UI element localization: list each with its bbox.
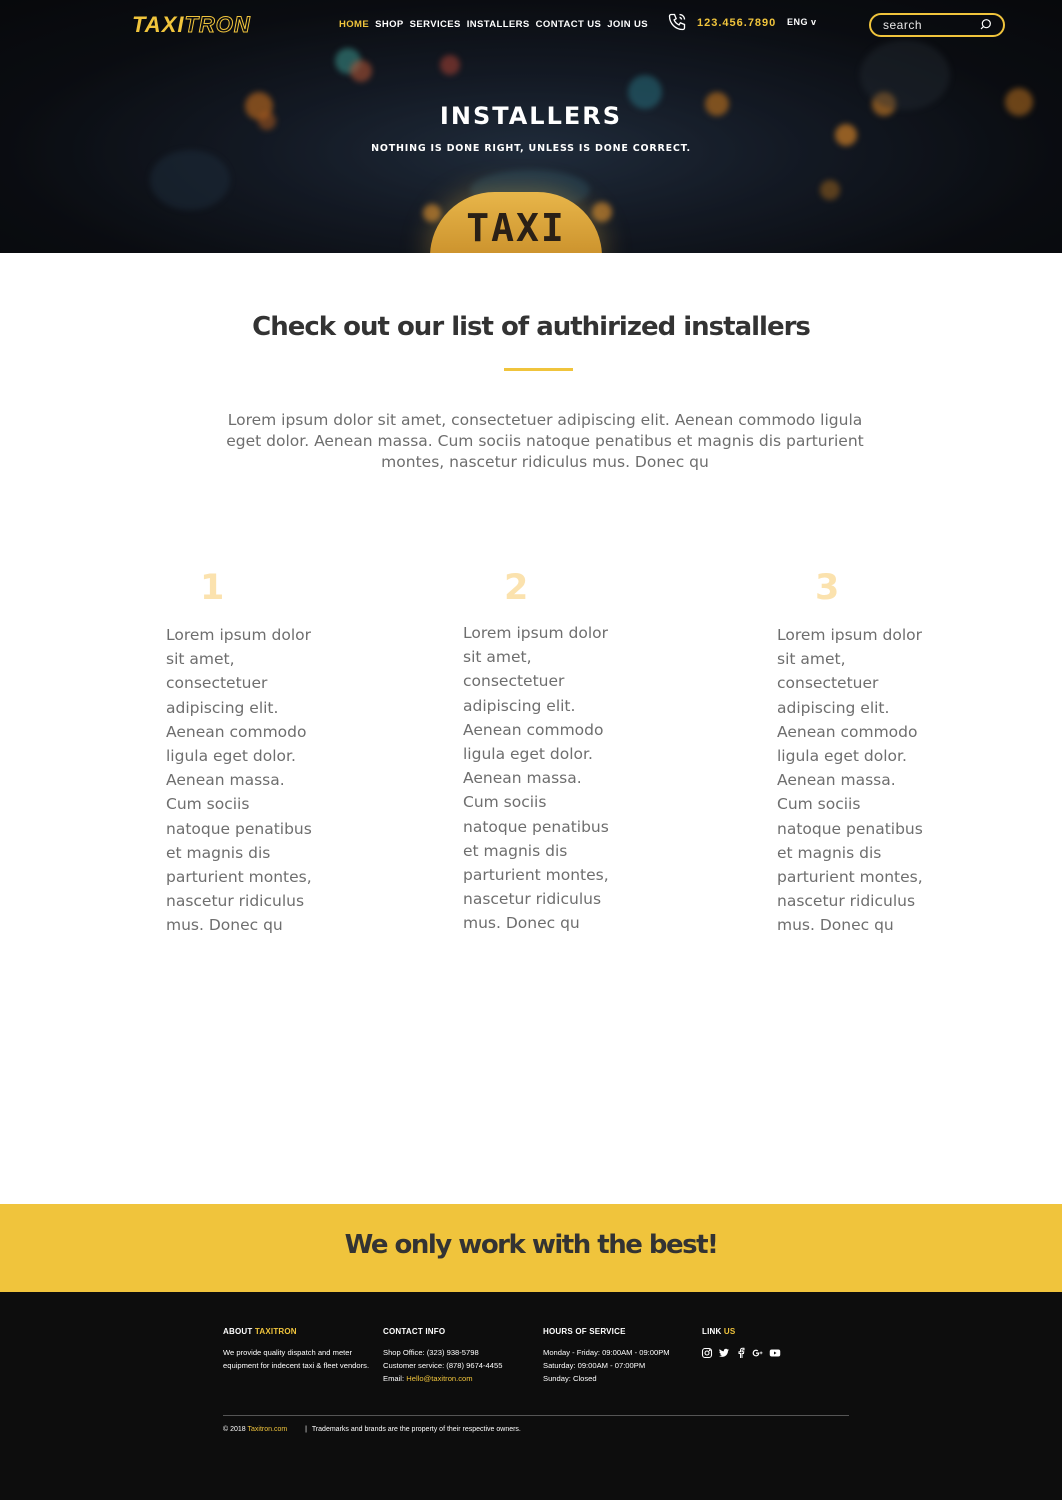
nav-home[interactable]: HOME <box>339 19 370 30</box>
youtube-icon[interactable] <box>769 1347 781 1359</box>
footer-links-heading-highlight: US <box>723 1327 736 1336</box>
phone-number[interactable]: 123.456.7890 <box>697 17 777 29</box>
copyright-site-link[interactable]: Taxitron.com <box>247 1426 288 1433</box>
copyright-separator: | <box>305 1426 307 1433</box>
footer-hours-text <box>543 1346 693 1385</box>
footer-divider <box>223 1415 849 1416</box>
page-title: INSTALLERS <box>439 102 623 130</box>
copyright-line <box>223 1426 521 1433</box>
nav-shop[interactable]: SHOP <box>375 19 404 30</box>
column-text: Lorem ipsum dolor sit amet, consectetuer adipiscing elit. Aenean commodo ligula eget dolor. Aenean massa. Cum sociis natoque penatibus et magnis dis parturient montes, nascetur ridiculus mus. Donec qu <box>463 624 609 933</box>
trademark-notice: Trademarks and brands are the property of their respective owners. <box>311 1426 521 1433</box>
footer-email-label: Email: <box>383 1374 405 1383</box>
footer-contact-text <box>383 1346 533 1385</box>
heading-divider <box>504 368 573 371</box>
search-box <box>869 13 1005 37</box>
page-subtitle: NOTHING IS DONE RIGHT, UNLESS IS DONE CORRECT. <box>371 143 691 154</box>
cta-banner <box>0 1204 1062 1292</box>
search-icon[interactable] <box>979 17 995 33</box>
taxi-sign-text: TAXI <box>466 206 566 250</box>
logo-part-2: TRON <box>184 12 251 37</box>
column-text: Lorem ipsum dolor sit amet, consectetuer adipiscing elit. Aenean commodo ligula eget dolor. Aenean massa. Cum sociis natoque penatibus et magnis dis parturient montes, nascetur ridiculus mus. Donec qu <box>777 626 923 935</box>
nav-join-us[interactable]: JOIN US <box>607 19 649 30</box>
nav-installers[interactable]: INSTALLERS <box>466 19 530 30</box>
footer-email-link[interactable]: Hello@taxitron.com <box>406 1374 473 1383</box>
google-plus-icon[interactable] <box>752 1347 764 1359</box>
footer-hours-sunday: Sunday: Closed <box>543 1374 597 1383</box>
column-text: Lorem ipsum dolor sit amet, consectetuer adipiscing elit. Aenean commodo ligula eget dolor. Aenean massa. Cum sociis natoque penatibus et magnis dis parturient montes, nascetur ridiculus mus. Donec qu <box>166 626 312 935</box>
main-nav <box>339 19 648 30</box>
footer-links-heading-prefix: LINK <box>702 1327 722 1336</box>
footer-links-heading <box>702 1327 735 1336</box>
nav-contact-us[interactable]: CONTACT US <box>535 19 602 30</box>
footer-hours-saturday: Saturday: 09:00AM - 07:00PM <box>543 1361 646 1370</box>
nav-services[interactable]: SERVICES <box>409 19 461 30</box>
footer-about-heading <box>223 1327 297 1336</box>
social-links <box>701 1347 781 1359</box>
footer-email-line <box>383 1372 533 1385</box>
footer-customer-service: Customer service: (878) 9674-4455 <box>383 1361 503 1370</box>
language-selector[interactable]: ENG v <box>787 17 817 27</box>
footer <box>0 1292 1062 1500</box>
column-number: 1 <box>200 568 225 608</box>
banner-text: We only work with the best! <box>344 1230 718 1260</box>
footer-shop-office: Shop Office: (323) 938-5798 <box>383 1348 479 1357</box>
section-heading: Check out our list of authirized installers <box>252 312 810 342</box>
phone-icon <box>667 12 687 32</box>
footer-about-text: We provide quality dispatch and meter equipment for indecent taxi & fleet vendors. <box>223 1348 370 1370</box>
logo-part-1: TAXI <box>132 12 185 37</box>
intro-paragraph: Lorem ipsum dolor sit amet, consectetuer adipiscing elit. Aenean commodo ligula eget dolor. Aenean massa. Cum sociis natoque penatibus et magnis dis parturient montes, nascetur ridiculus mus. Donec qu <box>226 411 864 471</box>
logo[interactable] <box>132 12 251 38</box>
footer-hours-heading: HOURS OF SERVICE <box>543 1327 626 1336</box>
instagram-icon[interactable] <box>701 1347 713 1359</box>
column-number: 2 <box>504 568 529 608</box>
footer-hours-weekday: Monday - Friday: 09:00AM - 09:00PM <box>543 1348 670 1357</box>
footer-about-heading-highlight: TAXITRON <box>254 1327 297 1336</box>
footer-contact-heading: CONTACT INFO <box>383 1327 446 1336</box>
facebook-icon[interactable] <box>735 1347 747 1359</box>
column-number: 3 <box>815 568 840 608</box>
copyright-prefix: © 2018 <box>223 1426 246 1433</box>
footer-about-heading-prefix: ABOUT <box>223 1327 253 1336</box>
search-input[interactable] <box>883 17 973 33</box>
twitter-icon[interactable] <box>718 1347 730 1359</box>
